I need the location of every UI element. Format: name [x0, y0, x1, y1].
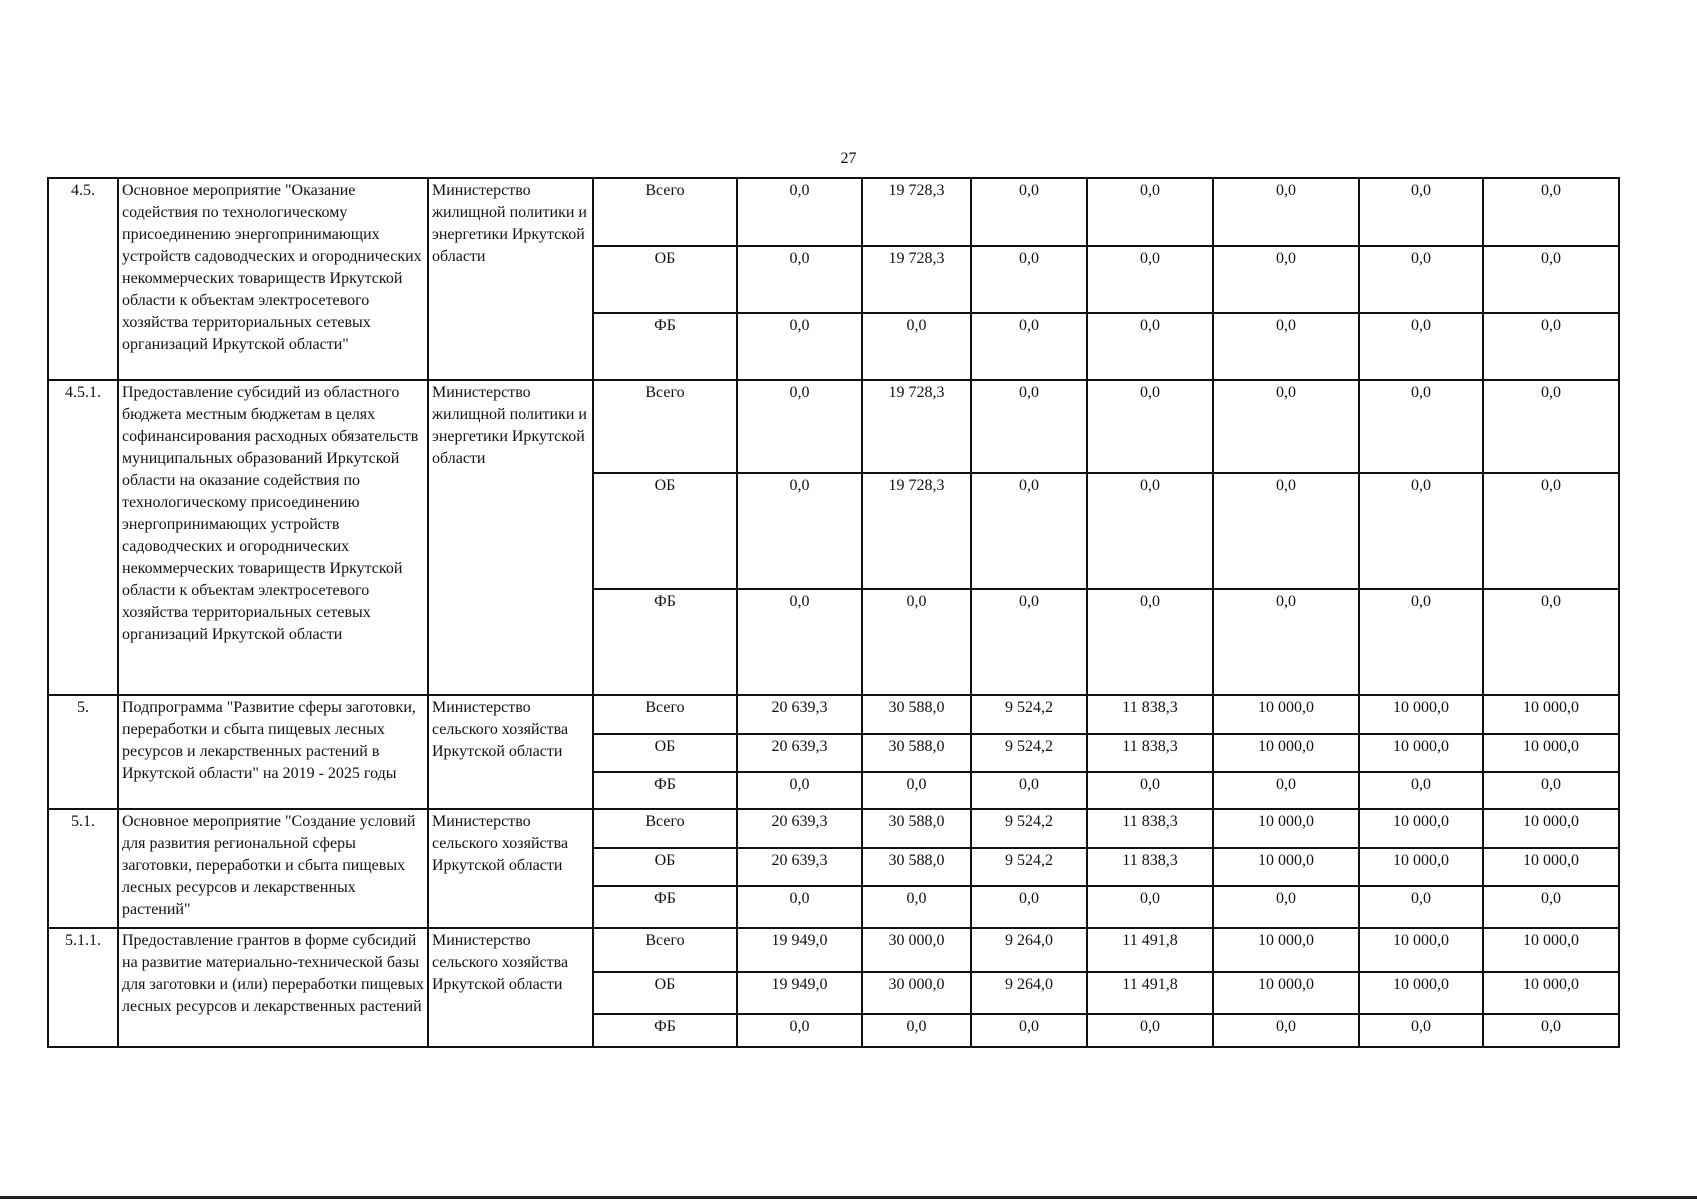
funding-value: 10 000,0: [1359, 695, 1483, 734]
funding-value: 0,0: [862, 589, 971, 695]
funding-value: 0,0: [737, 380, 862, 473]
funding-value: 20 639,3: [737, 695, 862, 734]
funding-value: 0,0: [971, 1014, 1087, 1047]
funding-source: ОБ: [593, 848, 737, 886]
funding-value: 19 949,0: [737, 972, 862, 1014]
funding-value: 0,0: [1213, 246, 1359, 313]
table-row: [48, 380, 1619, 473]
funding-value: 19 728,3: [862, 246, 971, 313]
funding-source: Всего: [593, 380, 737, 473]
funding-value: 0,0: [862, 1014, 971, 1047]
event-name: Основное мероприятие "Создание условий для развития региональной сферы заготовки, переработки и сбыта пищевых лесных ресурсов и лекарственных растений": [118, 809, 428, 928]
event-name: Предоставление грантов в форме субсидий на развитие материально-технической базы для заготовки и (или) переработки пищевых лесных ресурсов и лекарственных растений: [118, 928, 428, 1047]
funding-value: 0,0: [1483, 886, 1619, 928]
funding-value: 30 588,0: [862, 695, 971, 734]
event-name: Подпрограмма "Развитие сферы заготовки, переработки и сбыта пищевых лесных ресурсов и лекарственных растений в Иркутской области" на 2019 - 2025 годы: [118, 695, 428, 809]
funding-value: 0,0: [737, 313, 862, 380]
funding-value: 30 588,0: [862, 734, 971, 772]
responsible-executor: Министерство жилищной политики и энергетики Иркутской области: [428, 380, 593, 695]
budget-table: [47, 177, 1620, 1048]
funding-value: 0,0: [1483, 772, 1619, 809]
funding-value: 20 639,3: [737, 809, 862, 848]
funding-value: 10 000,0: [1213, 734, 1359, 772]
funding-value: 10 000,0: [1483, 695, 1619, 734]
funding-value: 0,0: [862, 886, 971, 928]
funding-value: 0,0: [1087, 886, 1213, 928]
funding-value: 0,0: [1359, 313, 1483, 380]
funding-value: 0,0: [1087, 178, 1213, 246]
responsible-executor: Министерство жилищной политики и энергетики Иркутской области: [428, 178, 593, 380]
funding-value: 10 000,0: [1213, 972, 1359, 1014]
funding-value: 30 000,0: [862, 972, 971, 1014]
funding-value: 0,0: [1087, 246, 1213, 313]
funding-source: ФБ: [593, 1014, 737, 1047]
funding-value: 0,0: [971, 380, 1087, 473]
funding-value: 10 000,0: [1483, 848, 1619, 886]
table-body: [48, 178, 1619, 1047]
funding-value: 0,0: [737, 473, 862, 589]
table-row: [48, 695, 1619, 734]
funding-value: 0,0: [1213, 886, 1359, 928]
funding-value: 0,0: [1359, 380, 1483, 473]
funding-value: 0,0: [971, 886, 1087, 928]
funding-value: 9 524,2: [971, 695, 1087, 734]
funding-value: 10 000,0: [1359, 734, 1483, 772]
funding-value: 10 000,0: [1359, 809, 1483, 848]
funding-source: ОБ: [593, 246, 737, 313]
responsible-executor: Министерство сельского хозяйства Иркутской области: [428, 809, 593, 928]
funding-source: ОБ: [593, 473, 737, 589]
funding-value: 11 491,8: [1087, 928, 1213, 972]
funding-value: 30 588,0: [862, 809, 971, 848]
funding-source: ОБ: [593, 972, 737, 1014]
responsible-executor: Министерство сельского хозяйства Иркутской области: [428, 928, 593, 1047]
funding-value: 0,0: [1359, 886, 1483, 928]
funding-value: 11 491,8: [1087, 972, 1213, 1014]
funding-value: 0,0: [1483, 380, 1619, 473]
funding-value: 10 000,0: [1483, 928, 1619, 972]
funding-value: 0,0: [1213, 1014, 1359, 1047]
funding-value: 0,0: [1359, 589, 1483, 695]
event-name: Основное мероприятие "Оказание содействия по технологическому присоединению энергопринимающих устройств садоводческих и огороднических некоммерческих товариществ Иркутской области к объектам электросетевого хозяйства территориальных сетевых организаций Иркутской области": [118, 178, 428, 380]
funding-value: 0,0: [1483, 1014, 1619, 1047]
funding-value: 0,0: [1483, 473, 1619, 589]
funding-source: ФБ: [593, 589, 737, 695]
funding-value: 11 838,3: [1087, 734, 1213, 772]
funding-value: 0,0: [737, 589, 862, 695]
row-number: 4.5.: [48, 178, 118, 380]
funding-value: 0,0: [1359, 473, 1483, 589]
funding-value: 10 000,0: [1213, 848, 1359, 886]
funding-value: 0,0: [1213, 380, 1359, 473]
page-number: 27: [840, 150, 857, 167]
funding-value: 20 639,3: [737, 734, 862, 772]
funding-value: 30 000,0: [862, 928, 971, 972]
funding-value: 0,0: [971, 589, 1087, 695]
funding-value: 11 838,3: [1087, 695, 1213, 734]
funding-value: 0,0: [1087, 772, 1213, 809]
funding-value: 0,0: [737, 178, 862, 246]
funding-value: 9 524,2: [971, 848, 1087, 886]
funding-value: 0,0: [971, 473, 1087, 589]
funding-source: ФБ: [593, 886, 737, 928]
funding-value: 10 000,0: [1359, 848, 1483, 886]
funding-value: 10 000,0: [1359, 972, 1483, 1014]
funding-value: 0,0: [1483, 178, 1619, 246]
funding-value: 0,0: [737, 772, 862, 809]
funding-source: Всего: [593, 178, 737, 246]
funding-value: 9 264,0: [971, 928, 1087, 972]
funding-value: 0,0: [737, 246, 862, 313]
funding-value: 11 838,3: [1087, 848, 1213, 886]
funding-value: 0,0: [971, 313, 1087, 380]
funding-source: ФБ: [593, 313, 737, 380]
row-number: 5.1.1.: [48, 928, 118, 1047]
funding-value: 0,0: [1483, 246, 1619, 313]
funding-value: 10 000,0: [1213, 928, 1359, 972]
funding-value: 10 000,0: [1213, 809, 1359, 848]
funding-value: 10 000,0: [1213, 695, 1359, 734]
funding-value: 10 000,0: [1483, 972, 1619, 1014]
table-row: [48, 178, 1619, 246]
table-row: [48, 809, 1619, 848]
funding-value: 0,0: [862, 313, 971, 380]
funding-value: 9 524,2: [971, 809, 1087, 848]
funding-value: 0,0: [862, 772, 971, 809]
funding-value: 0,0: [1359, 1014, 1483, 1047]
funding-value: 0,0: [971, 246, 1087, 313]
funding-value: 0,0: [1087, 473, 1213, 589]
funding-value: 0,0: [1213, 313, 1359, 380]
funding-source: Всего: [593, 928, 737, 972]
row-number: 5.1.: [48, 809, 118, 928]
funding-source: Всего: [593, 809, 737, 848]
funding-value: 19 728,3: [862, 178, 971, 246]
funding-value: 0,0: [737, 886, 862, 928]
funding-value: 9 524,2: [971, 734, 1087, 772]
funding-value: 0,0: [1213, 772, 1359, 809]
funding-value: 0,0: [737, 1014, 862, 1047]
funding-value: 0,0: [1087, 313, 1213, 380]
funding-source: ОБ: [593, 734, 737, 772]
funding-value: 0,0: [1213, 473, 1359, 589]
table-row: [48, 928, 1619, 972]
funding-value: 0,0: [1213, 178, 1359, 246]
funding-value: 19 728,3: [862, 380, 971, 473]
event-name: Предоставление субсидий из областного бюджета местным бюджетам в целях софинансирования расходных обязательств муниципальных образований Иркутской области на оказание содействия по технологическому присоединению энергопринимающих устройств садоводческих и огороднических некоммерческих товариществ Иркутской области к объектам электросетевого хозяйства территориальных сетевых организаций Иркутской области: [118, 380, 428, 695]
funding-value: 0,0: [1483, 313, 1619, 380]
funding-value: 0,0: [1213, 589, 1359, 695]
row-number: 5.: [48, 695, 118, 809]
funding-value: 10 000,0: [1483, 809, 1619, 848]
row-number: 4.5.1.: [48, 380, 118, 695]
funding-value: 10 000,0: [1483, 734, 1619, 772]
funding-source: ФБ: [593, 772, 737, 809]
funding-value: 9 264,0: [971, 972, 1087, 1014]
funding-value: 0,0: [1087, 380, 1213, 473]
page-bottom-rule: [0, 1196, 1697, 1199]
funding-value: 0,0: [1359, 178, 1483, 246]
funding-value: 0,0: [1359, 772, 1483, 809]
responsible-executor: Министерство сельского хозяйства Иркутской области: [428, 695, 593, 809]
funding-value: 0,0: [1483, 589, 1619, 695]
funding-value: 11 838,3: [1087, 809, 1213, 848]
funding-source: Всего: [593, 695, 737, 734]
funding-value: 19 728,3: [862, 473, 971, 589]
funding-value: 0,0: [971, 178, 1087, 246]
funding-value: 0,0: [1087, 589, 1213, 695]
funding-value: 20 639,3: [737, 848, 862, 886]
funding-value: 19 949,0: [737, 928, 862, 972]
funding-value: 0,0: [1359, 246, 1483, 313]
funding-value: 10 000,0: [1359, 928, 1483, 972]
funding-value: 0,0: [1087, 1014, 1213, 1047]
funding-value: 0,0: [971, 772, 1087, 809]
funding-value: 30 588,0: [862, 848, 971, 886]
